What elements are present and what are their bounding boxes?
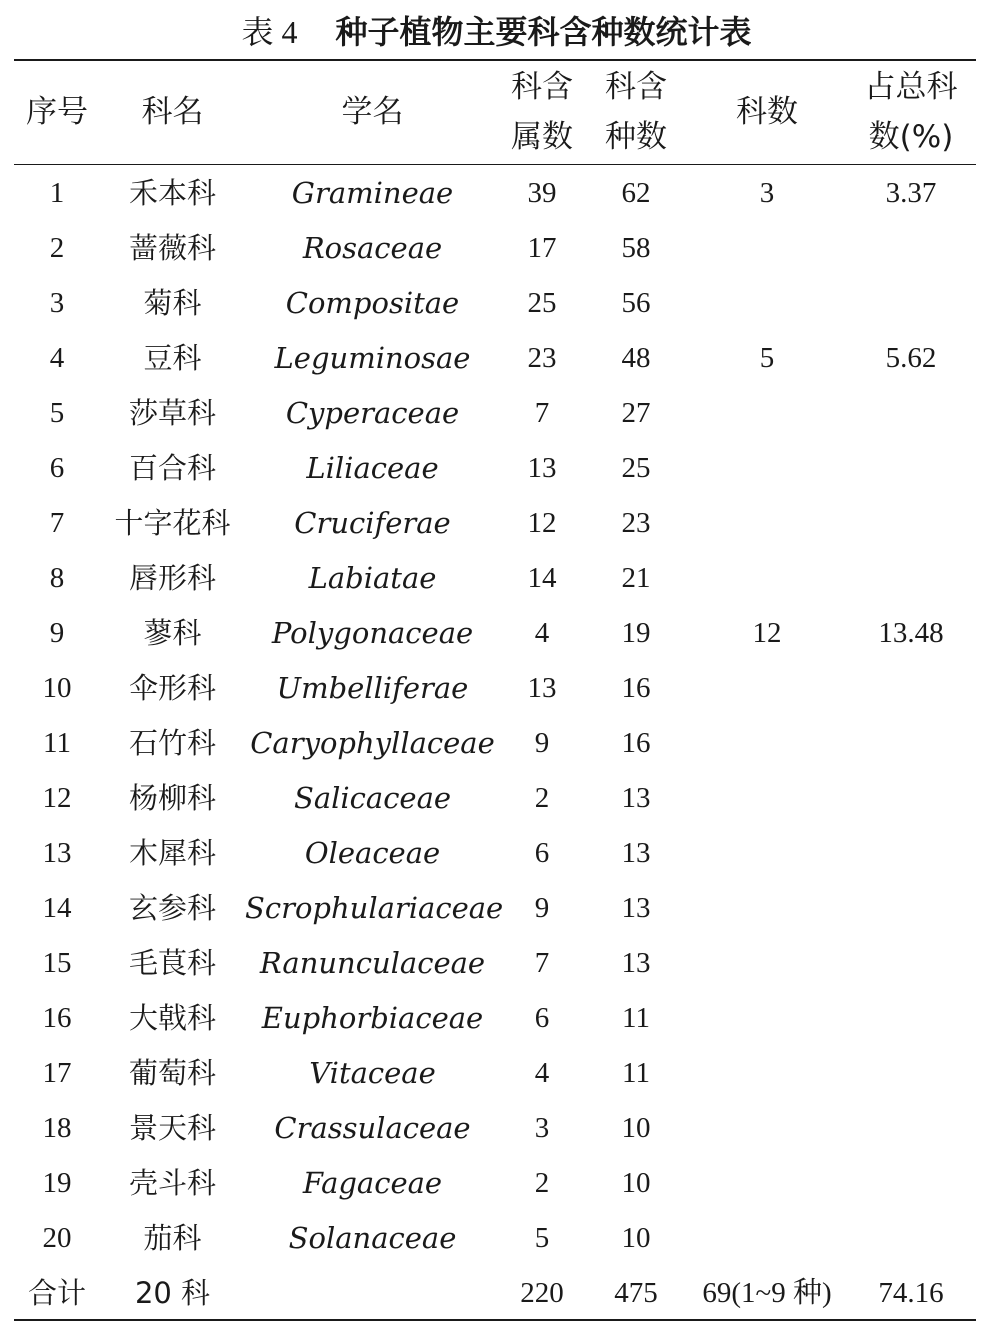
- cell-percent: [846, 661, 976, 716]
- cell-family: 葡萄科: [128, 1056, 216, 1090]
- cell-seq: 17: [42, 1057, 72, 1089]
- cell-genera: 6: [534, 1002, 550, 1034]
- cell-percent: 13.48: [878, 617, 944, 649]
- cell-scientific: Caryophyllaceae: [250, 726, 495, 760]
- table-title: [0, 10, 993, 54]
- cell-species: 62: [621, 177, 651, 209]
- cell-genera: 7: [534, 947, 550, 979]
- header-count: 科数: [736, 94, 798, 130]
- cell-species: 13: [621, 947, 651, 979]
- cell-family: 伞形科: [128, 671, 216, 705]
- cell-seq: 6: [49, 452, 65, 484]
- cell-seq: 7: [49, 507, 65, 539]
- cell-scientific: Scrophulariaceae: [245, 891, 504, 925]
- cell-scientific: Ranunculaceae: [259, 946, 486, 980]
- cell-genera: 12: [527, 507, 557, 539]
- cell-genera: 14: [527, 562, 557, 594]
- cell-seq: 10: [42, 672, 72, 704]
- cell-count: [688, 441, 846, 496]
- cell-family: 菊科: [143, 286, 202, 320]
- cell-scientific: Gramineae: [291, 176, 454, 210]
- cell-count: [688, 221, 846, 276]
- cell-genera: 6: [534, 837, 550, 869]
- cell-family: 茄科: [143, 1221, 202, 1255]
- cell-species: 16: [621, 727, 651, 759]
- cell-species: 58: [621, 232, 651, 264]
- cell-scientific: Euphorbiaceae: [261, 1001, 484, 1035]
- cell-count: [688, 1101, 846, 1156]
- top-rule: [14, 59, 976, 61]
- cell-species: 10: [621, 1222, 651, 1254]
- cell-scientific: Fagaceae: [302, 1166, 443, 1200]
- header-percent-line2: 数(%): [868, 119, 954, 155]
- cell-scientific: Liliaceae: [306, 451, 439, 485]
- cell-percent: 74.16: [878, 1277, 944, 1309]
- cell-seq: 16: [42, 1002, 72, 1034]
- cell-count: 3: [759, 177, 775, 209]
- cell-seq: 4: [49, 342, 65, 374]
- cell-percent: [846, 936, 976, 991]
- cell-seq: 5: [49, 397, 65, 429]
- cell-genera: 9: [534, 892, 550, 924]
- cell-family: 景天科: [128, 1111, 216, 1145]
- cell-family: 石竹科: [128, 726, 216, 760]
- cell-species: 48: [621, 342, 651, 374]
- cell-genera: 25: [527, 287, 557, 319]
- cell-family: 20 科: [134, 1276, 211, 1310]
- cell-percent: [846, 1046, 976, 1101]
- cell-percent: [846, 1156, 976, 1211]
- cell-percent: [846, 1101, 976, 1156]
- cell-percent: [846, 1211, 976, 1266]
- cell-family: 莎草科: [128, 396, 216, 430]
- cell-seq: 11: [43, 727, 71, 759]
- cell-species: 10: [621, 1167, 651, 1199]
- header-scientific: 学名: [341, 94, 404, 130]
- cell-count: [688, 551, 846, 606]
- cell-family: 杨柳科: [128, 781, 216, 815]
- cell-count: [688, 1211, 846, 1266]
- cell-family: 蔷薇科: [128, 231, 216, 265]
- cell-scientific: Umbelliferae: [276, 671, 469, 705]
- header-species-line2: 种数: [605, 119, 667, 155]
- cell-species: 21: [621, 562, 651, 594]
- cell-count: [688, 661, 846, 716]
- cell-count: [688, 936, 846, 991]
- cell-species: 13: [621, 782, 651, 814]
- table-number: 表 4: [241, 14, 298, 50]
- cell-seq: 19: [42, 1167, 72, 1199]
- cell-species: 56: [621, 287, 651, 319]
- cell-seq: 18: [42, 1112, 72, 1144]
- header-percent-line1: 占总科: [864, 69, 958, 105]
- cell-family: 蓼科: [143, 616, 202, 650]
- cell-genera: 39: [527, 177, 557, 209]
- cell-family: 百合科: [128, 451, 216, 485]
- header-rule: [14, 164, 976, 165]
- cell-genera: 2: [534, 782, 550, 814]
- cell-count: 5: [759, 342, 775, 374]
- cell-species: 13: [621, 892, 651, 924]
- cell-seq: 13: [42, 837, 72, 869]
- cell-species: 25: [621, 452, 651, 484]
- cell-family: 豆科: [143, 341, 202, 375]
- cell-seq: 3: [49, 287, 65, 319]
- cell-percent: [846, 991, 976, 1046]
- cell-scientific: [245, 1266, 500, 1321]
- cell-genera: 13: [527, 672, 557, 704]
- cell-genera: 9: [534, 727, 550, 759]
- cell-species: 11: [622, 1057, 650, 1089]
- cell-scientific: Polygonaceae: [271, 616, 474, 650]
- cell-scientific: Compositae: [285, 286, 460, 320]
- cell-scientific: Cyperaceae: [285, 396, 460, 430]
- cell-percent: [846, 496, 976, 551]
- cell-percent: [846, 221, 976, 276]
- cell-family: 毛茛科: [128, 946, 216, 980]
- cell-genera: 13: [527, 452, 557, 484]
- cell-scientific: Leguminosae: [274, 341, 471, 375]
- cell-genera: 7: [534, 397, 550, 429]
- cell-scientific: Crassulaceae: [274, 1111, 471, 1145]
- cell-genera: 2: [534, 1167, 550, 1199]
- cell-percent: [846, 386, 976, 441]
- cell-percent: [846, 881, 976, 936]
- cell-percent: [846, 276, 976, 331]
- header-genera-line1: 科含: [511, 69, 573, 105]
- cell-species: 13: [621, 837, 651, 869]
- cell-percent: [846, 441, 976, 496]
- header-genera-line2: 属数: [511, 119, 573, 155]
- cell-genera: 5: [534, 1222, 550, 1254]
- header-species-line1: 科含: [605, 69, 667, 105]
- cell-genera: 220: [520, 1277, 564, 1309]
- cell-family: 壳斗科: [128, 1166, 216, 1200]
- cell-genera: 23: [527, 342, 557, 374]
- cell-scientific: Salicaceae: [293, 781, 452, 815]
- cell-family: 玄参科: [128, 891, 216, 925]
- cell-seq: 20: [42, 1222, 72, 1254]
- cell-percent: [846, 771, 976, 826]
- cell-species: 23: [621, 507, 651, 539]
- cell-count: [688, 496, 846, 551]
- cell-scientific: Vitaceae: [309, 1056, 436, 1090]
- cell-percent: 3.37: [885, 177, 937, 209]
- cell-seq: 12: [42, 782, 72, 814]
- cell-family: 唇形科: [128, 561, 216, 595]
- cell-seq: 1: [49, 177, 65, 209]
- cell-family: 十字花科: [114, 506, 231, 540]
- cell-species: 475: [614, 1277, 658, 1309]
- table-title-text: 种子植物主要科含种数统计表: [335, 13, 752, 51]
- cell-percent: [846, 716, 976, 771]
- cell-count: 69(1~9 种): [702, 1277, 832, 1309]
- cell-count: [688, 386, 846, 441]
- cell-scientific: Solanaceae: [288, 1221, 457, 1255]
- cell-seq: 14: [42, 892, 72, 924]
- cell-percent: [846, 826, 976, 881]
- cell-count: [688, 276, 846, 331]
- cell-seq: 9: [49, 617, 65, 649]
- cell-scientific: Labiatae: [308, 561, 437, 595]
- cell-seq: 合计: [27, 1276, 86, 1310]
- cell-count: 12: [752, 617, 782, 649]
- cell-count: [688, 1046, 846, 1101]
- cell-family: 大戟科: [128, 1001, 216, 1035]
- cell-seq: 15: [42, 947, 72, 979]
- header-family: 科名: [141, 94, 204, 130]
- cell-seq: 2: [49, 232, 65, 264]
- cell-count: [688, 771, 846, 826]
- cell-species: 10: [621, 1112, 651, 1144]
- cell-scientific: Rosaceae: [302, 231, 443, 265]
- cell-species: 27: [621, 397, 651, 429]
- header-seq: 序号: [26, 94, 88, 130]
- cell-count: [688, 826, 846, 881]
- cell-scientific: Oleaceae: [304, 836, 441, 870]
- cell-genera: 3: [534, 1112, 550, 1144]
- cell-count: [688, 991, 846, 1046]
- cell-count: [688, 881, 846, 936]
- cell-count: [688, 716, 846, 771]
- cell-genera: 4: [534, 617, 550, 649]
- cell-species: 11: [622, 1002, 650, 1034]
- cell-genera: 17: [527, 232, 557, 264]
- bottom-rule: [14, 1319, 976, 1321]
- cell-seq: 8: [49, 562, 65, 594]
- cell-percent: [846, 551, 976, 606]
- cell-genera: 4: [534, 1057, 550, 1089]
- cell-species: 16: [621, 672, 651, 704]
- cell-scientific: Cruciferae: [294, 506, 451, 540]
- cell-percent: 5.62: [885, 342, 937, 374]
- cell-family: 禾本科: [128, 176, 216, 210]
- cell-family: 木犀科: [128, 836, 216, 870]
- cell-count: [688, 1156, 846, 1211]
- cell-species: 19: [621, 617, 651, 649]
